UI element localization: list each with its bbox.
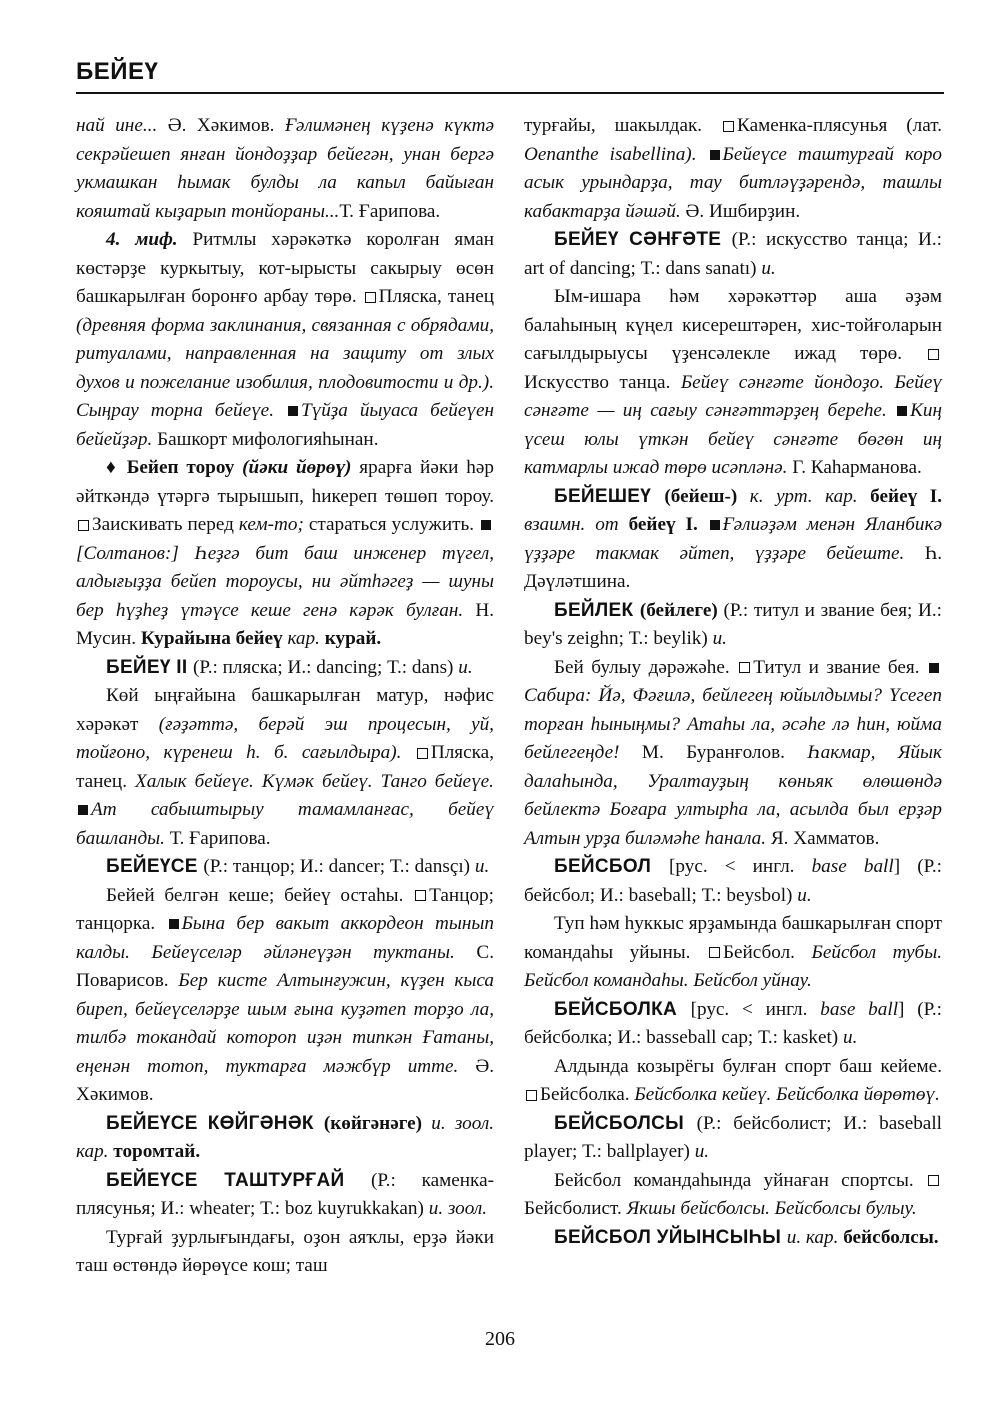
example-marker-icon	[481, 520, 491, 530]
translation-marker-icon	[415, 890, 426, 901]
entry-beyeuse-definition: Бейей белгән кеше; бейеү остаһы. Танцор; танцорка. Бына бер вакыт аккордеон тынып калды. Бейеүселәр әйләнеүҙән туктаны. С. Поварисов. Бер кисте Алтынғужин, күҙен кыса биреп, бейеүселәрҙе шым ғына куҙәтеп торҙо ла, тилбә токандай котороп иҙән типкән Ғатаны, еңенән тотоп, туктарға мәжбүр итте. Ә. Хәкимов.	[76, 884, 494, 1105]
translation-marker-icon	[526, 1090, 537, 1101]
translation-marker-icon	[739, 662, 750, 673]
entry-beyeuse-koygenek: БЕЙЕҮСЕ КӨЙГӘНӘК (көйгәнәге) и. зоол. кар. торомтай.	[76, 1112, 494, 1162]
entry-beyeuse-tashturgay: БЕЙЕҮСЕ ТАШТУРҒАЙ (Р.: каменка-плясунья; И.: wheater; Т.: boz kuyrukkakan) и. зоол.	[76, 1169, 494, 1219]
example-marker-icon	[169, 919, 179, 929]
page-number: 206	[485, 1328, 515, 1350]
entry-tashturgay-continuation: турғайы, шакылдак. Каменка-плясунья (лат. Oenanthe isabellina). Бейеүсе таштурғай коро асык урындарҙа, тау битләүҙәрендә, ташлы кабактарҙа йәшәй. Ә. Ишбирҙин.	[524, 115, 943, 222]
example-marker-icon	[929, 663, 939, 673]
sense-4: 4. миф. Ритмлы хәрәкәткә королған яман көстәрҙе куркытыу, кот-ырысты сакырыу өсөн башкарылған боронғо арбау төрө. Пляска, танец (древняя форма заклинания, связанная с обрядами, ритуалами, направленная на защиту от злых духов и пожелание изобилия, плодовитости и др.). Сыңрау торна бейеүе. Түйҙа йыуаса бейеүен бейейҙәр. Башкорт мифологияһынан.	[76, 229, 495, 450]
example-marker-icon	[288, 406, 298, 416]
entry-beysbolsy: БЕЙСБОЛСЫ (Р.: бейсболист; И.: baseball player; Т.: ballplayer) и.	[524, 1112, 942, 1162]
example-marker-icon	[710, 150, 720, 160]
entry-beysbol: БЕЙСБОЛ [рус. < ингл. base ball] (Р.: бейсбол; И.: baseball; Т.: beysbol) и.	[524, 856, 942, 906]
entry-beylek-definition: Бей булыу дәрәжәһе. Титул и звание бея. Сабира: Йә, Фәғилә, бейлегең юйылдымы? Үсегеп торған һыныңмы? Атаһы ла, әсәһе лә һин, юйма бейлегеңде! М. Буранғолов. Һакмар, Яйык далаһында, Уралтауҙың көньяк өлөшөндә бейлектә Боғара ултырһа ла, асылда был ерҙәр Алтын урҙа биләмәһе һанала. Я. Хамматов.	[524, 656, 942, 849]
entry-beysbolka: БЕЙСБОЛКА [рус. < ингл. base ball] (Р.: бейсболка; И.: basseball cap; Т.: kasket) и.	[524, 998, 942, 1048]
example-marker-icon	[78, 805, 88, 815]
entry-beyeu-2: БЕЙЕҮ II (Р.: пляска; И.: dancing; Т.: dans) и.	[106, 656, 473, 678]
entry-continuation: най ине... Ә. Хәкимов. Ғәлимәнең күҙенә күктә секрәйешеп янған йондоҙҙар бейегән, унан бергә укмашкан һымак булды ла капыл байыған кояштай кыҙарып тонйораны...Т. Ғарипова.	[76, 115, 494, 222]
entry-beyeu-2-definition: Көй ыңғайына башкарылған матур, нәфис хәрәкәт (ғәҙәттә, берәй эш процесын, уй, тойғоно, күренеш һ. б. сағылдыра). Пляска, танец. Халык бейеүе. Күмәк бейеү. Танго бейеүе. Ат сабыштырыу тамамланғас, бейеү башланды. Т. Ғарипова.	[76, 685, 494, 849]
idiom-beyep-torou: ♦ Бейеп тороу (йәки йөрөү) ярарға йәки һәр әйткәндә үтәргә тырышып, һикереп төшөп тороу. Заискивать перед кем-то; стараться услужить. [Солтанов:] Һеҙгә бит баш инженер түгел, алдығыҙҙа бейеп тороусы, ни әйтһәгеҙ — шуны бер һүҙһеҙ үтәүсе кеше генә кәрәк булған. Н. Мусин. Курайына бейеү кар. курай.	[76, 457, 494, 649]
entry-beyeu-sengete-definition: Ым-ишара һәм хәрәкәттәр аша әҙәм балаһының күңел кисерештәрен, хис-тойғоларын сағылдырыусы үҙенсәлекле ижад төрө. Искусство танца. Бейеү сәнғәте йондоҙо. Бейеү сәнғәте — иң сағыу сәнғәттәрҙең береһе. Киң үсеш юлы үткән бейеү сәнғәте бөгөн иң катмарлы ижад төрө исәпләнә. Г. Каһарманова.	[524, 286, 942, 478]
entry-beyeuse: БЕЙЕҮСЕ (Р.: танцор; И.: dancer; Т.: dansçı) и.	[106, 856, 490, 877]
entry-beysbol-uyynsyhy: БЕЙСБОЛ УЙЫНСЫҺЫ и. кар. бейсболсы.	[554, 1226, 939, 1248]
running-head: БЕЙЕҮ	[76, 58, 159, 85]
entry-beysbolsy-definition: Бейсбол командаһында уйнаған спортсы. Бейсболист. Якшы бейсболсы. Бейсболсы булыу.	[524, 1167, 942, 1224]
translation-marker-icon	[928, 1175, 939, 1186]
translation-marker-icon	[723, 121, 734, 132]
translation-marker-icon	[417, 748, 428, 759]
translation-marker-icon	[78, 520, 89, 531]
translation-marker-icon	[928, 349, 939, 360]
entry-beysbolka-definition: Алдында козырёгы булған спорт баш кейеме. Бейсболка. Бейсболка кейеү. Бейсболка йөрөтөү.	[524, 1053, 942, 1110]
translation-marker-icon	[709, 947, 720, 958]
translation-marker-icon	[365, 292, 376, 303]
example-marker-icon	[710, 520, 720, 530]
entry-beyesheu: БЕЙЕШЕҮ (бейеш-) к. урт. кар. бейеү I. взаимн. от бейеү I. Ғәлиәҙәм менән Яланбикә үҙҙәре такмак әйтеп, үҙҙәре бейеште. Һ. Дәүләтшина.	[524, 485, 942, 592]
entry-beysbol-definition: Туп һәм һуккыс ярҙамында башкарылған спорт командаһы уйыны. Бейсбол. Бейсбол тубы. Бейсбол командаһы. Бейсбол уйнау.	[524, 913, 943, 991]
entry-beyeuse-tashturgay-definition: Турғай ҙурлығындағы, оҙон аяҡлы, ерҙә йәки таш өстөндә йөрөүсе кош; таш	[76, 1226, 494, 1276]
right-column	[524, 112, 942, 1252]
example-marker-icon	[897, 406, 907, 416]
page-header	[76, 52, 944, 94]
entry-beyeu-sengete: БЕЙЕҮ СӘНҒӘТЕ (Р.: искусство танца; И.: art of dancing; Т.: dans sanatı) и.	[524, 229, 942, 279]
entry-beylek: БЕЙЛЕК (бейлеге) (Р.: титул и звание бея; И.: bey's zeighn; Т.: beylik) и.	[524, 599, 942, 649]
left-column	[76, 112, 494, 1281]
